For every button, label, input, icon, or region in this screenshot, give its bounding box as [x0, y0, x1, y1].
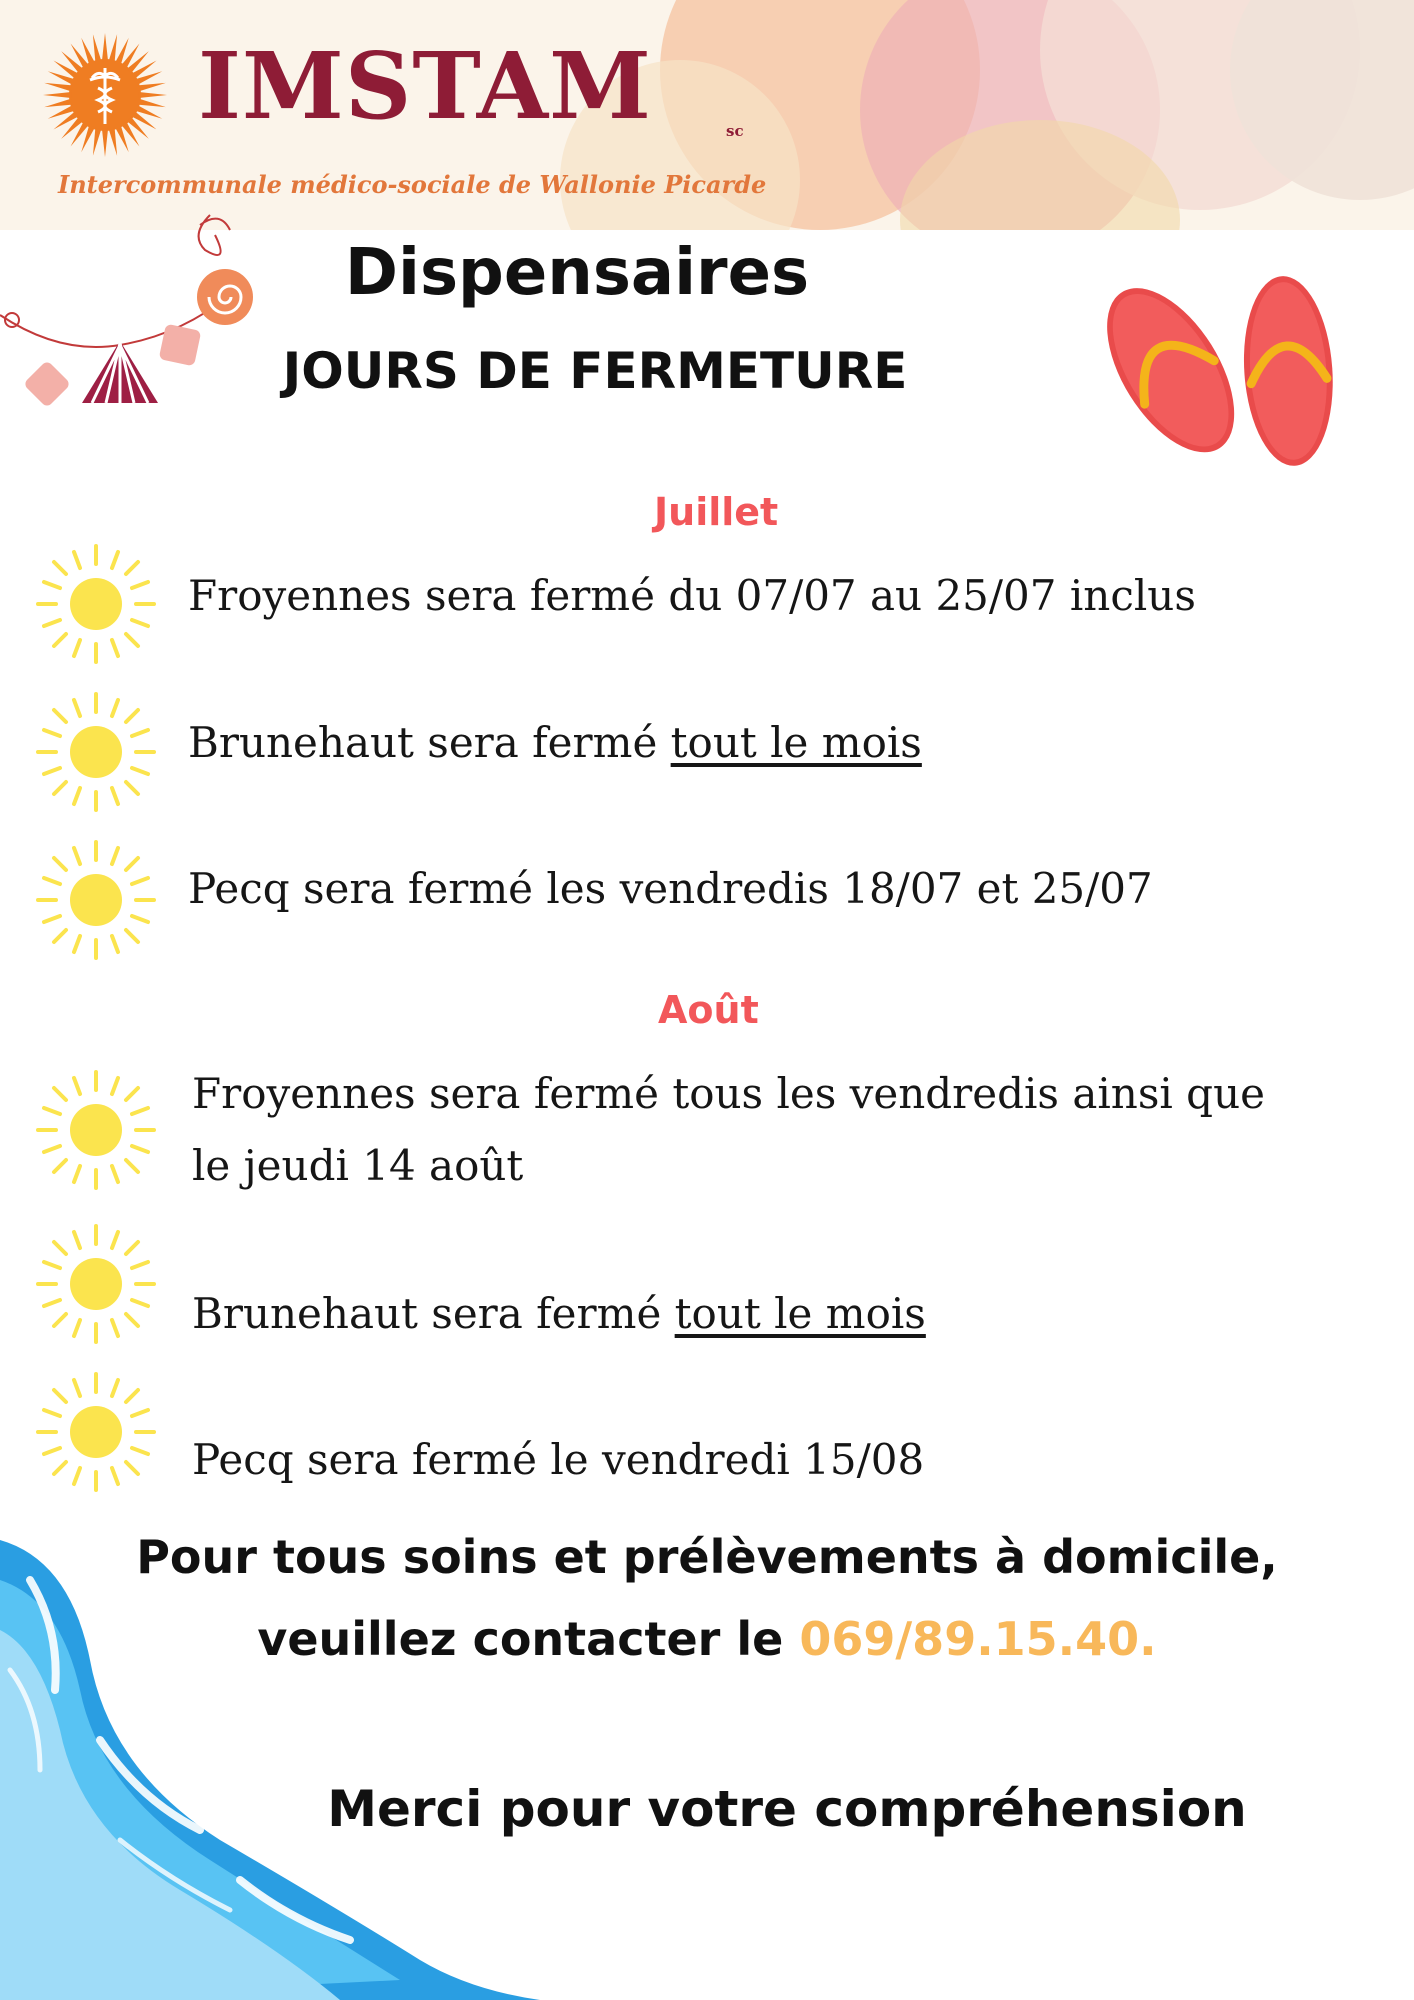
month-heading-july: Juillet — [654, 490, 779, 534]
flip-flops-icon — [1098, 266, 1358, 476]
list-item: Pecq sera fermé le vendredi 15/08 — [192, 1435, 925, 1484]
sun-logo-icon — [40, 30, 170, 160]
contact-line-2: veuillez contacter le 069/89.15.40. — [257, 1612, 1157, 1666]
contact-line-1: Pour tous soins et prélèvements à domicile, — [136, 1530, 1278, 1584]
sun-icon — [34, 1068, 158, 1192]
sun-icon — [34, 1222, 158, 1346]
phone-number: 069/89.15.40. — [799, 1612, 1157, 1666]
list-item: Froyennes sera fermé du 07/07 au 25/07 inclus — [188, 571, 1196, 620]
page-title: Dispensaires — [344, 236, 810, 310]
sun-icon — [34, 690, 158, 814]
list-item: Pecq sera fermé les vendredis 18/07 et 25/07 — [188, 864, 1153, 913]
tagline: Intercommunale médico-sociale de Wallonie Picarde — [58, 170, 767, 199]
brand-suffix: sc — [726, 122, 744, 140]
list-item: Brunehaut sera fermé tout le mois — [188, 718, 922, 767]
list-item: Froyennes sera fermé tous les vendredis ainsi que le jeudi 14 août — [192, 1069, 1265, 1190]
sun-icon — [34, 1370, 158, 1494]
page-subtitle: JOURS DE FERMETURE — [282, 342, 908, 400]
list-item: Brunehaut sera fermé tout le mois — [192, 1289, 926, 1338]
sun-icon — [34, 838, 158, 962]
thanks-message: Merci pour votre compréhension — [327, 1780, 1247, 1838]
month-heading-august: Août — [658, 988, 759, 1032]
sun-icon — [34, 542, 158, 666]
wave-icon — [0, 1540, 560, 2000]
brand-name: IMSTAM — [198, 32, 652, 140]
